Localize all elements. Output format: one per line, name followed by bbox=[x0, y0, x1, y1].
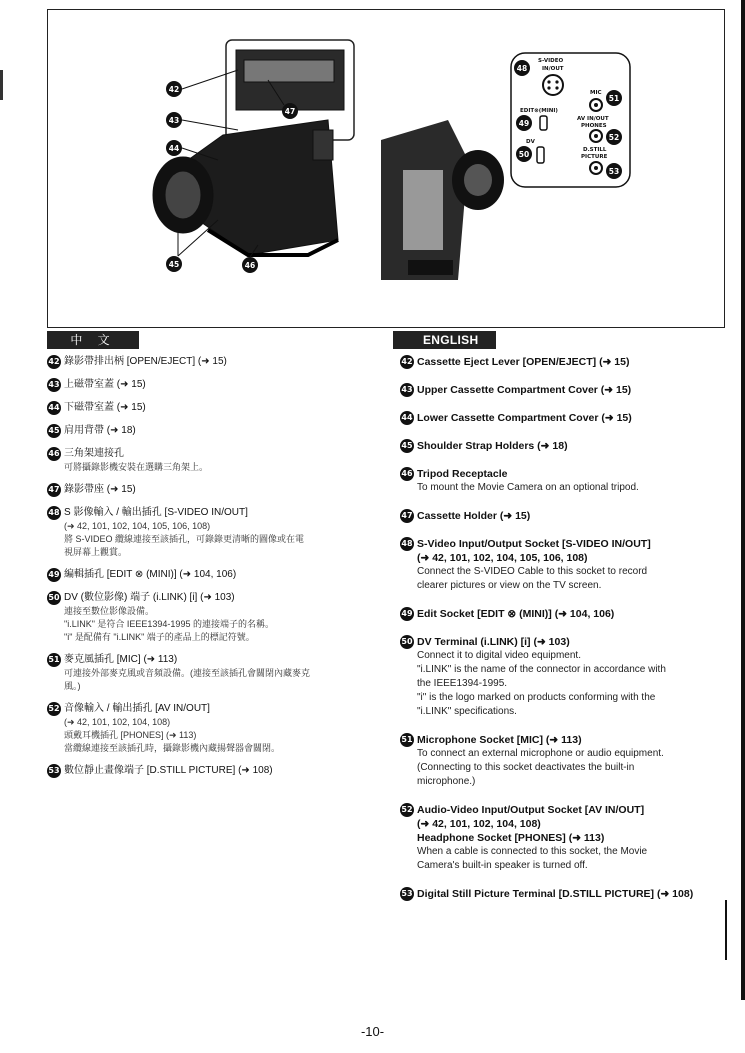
en-item-42 bbox=[400, 355, 720, 369]
en-item-desc: clearer pictures or view on the TV screen. bbox=[417, 580, 602, 591]
zh-item-desc: 視屏幕上觀賞。 bbox=[64, 547, 128, 557]
callout-49: 49 bbox=[518, 119, 530, 128]
zh-item-42 bbox=[47, 355, 377, 369]
item-number: 53 bbox=[47, 764, 61, 778]
item-number: 46 bbox=[400, 467, 414, 481]
callout-52: 52 bbox=[608, 133, 620, 142]
item-number: 45 bbox=[400, 439, 414, 453]
zh-item-52 bbox=[47, 702, 377, 755]
margin-mark bbox=[0, 70, 3, 100]
item-number: 47 bbox=[400, 509, 414, 523]
en-item-desc: Camera's built-in speaker is turned off. bbox=[417, 860, 588, 871]
english-column bbox=[400, 355, 720, 915]
zh-item-48 bbox=[47, 506, 377, 559]
zh-item-desc: 頭戴耳機插孔 [PHONES] (➜ 113) bbox=[64, 730, 197, 740]
en-item-desc: "i.LINK" specifications. bbox=[417, 706, 517, 717]
label-av: AV IN/OUT bbox=[577, 116, 609, 122]
label-phones: PHONES bbox=[581, 123, 607, 129]
zh-item-50 bbox=[47, 591, 377, 644]
page-edge-mark bbox=[725, 900, 727, 960]
label-dv: DV bbox=[526, 139, 535, 145]
en-item-title: Cassette Eject Lever [OPEN/EJECT] (➜ 15) bbox=[417, 356, 630, 368]
item-number: 42 bbox=[400, 355, 414, 369]
en-item-desc: Connect the S-VIDEO Cable to this socket to record bbox=[417, 566, 648, 577]
item-number: 51 bbox=[47, 653, 61, 667]
en-item-subtitle: Headphone Socket [PHONES] (➜ 113) bbox=[417, 832, 605, 844]
label-svideo-io: IN/OUT bbox=[542, 66, 564, 72]
item-number: 52 bbox=[47, 702, 61, 716]
camera-drawing bbox=[48, 10, 724, 327]
callout-48: 48 bbox=[516, 64, 528, 73]
label-picture: PICTURE bbox=[581, 154, 608, 160]
en-item-title: Edit Socket [EDIT ⊗ (MINI)] (➜ 104, 106) bbox=[417, 608, 615, 620]
item-number: 45 bbox=[47, 424, 61, 438]
callout-44: 44 bbox=[168, 144, 180, 153]
zh-item-title: 編輯插孔 [EDIT ⊗ (MINI)] (➜ 104, 106) bbox=[64, 569, 237, 580]
item-number: 44 bbox=[400, 411, 414, 425]
zh-item-43 bbox=[47, 378, 377, 392]
callout-47: 47 bbox=[284, 107, 296, 116]
en-item-desc: "i.LINK" is the name of the connector in accordance with bbox=[417, 664, 666, 675]
zh-item-51 bbox=[47, 653, 377, 693]
zh-item-47 bbox=[47, 483, 377, 497]
item-number: 47 bbox=[47, 483, 61, 497]
en-item-title: Lower Cassette Compartment Cover (➜ 15) bbox=[417, 412, 632, 424]
zh-item-title: 數位靜止畫像端子 [D.STILL PICTURE] (➜ 108) bbox=[64, 765, 273, 776]
item-number: 49 bbox=[400, 607, 414, 621]
en-item-desc: microphone.) bbox=[417, 776, 476, 787]
label-dstill: D.STILL bbox=[583, 147, 607, 153]
item-number: 43 bbox=[47, 378, 61, 392]
callout-46: 46 bbox=[244, 261, 256, 270]
item-number: 44 bbox=[47, 401, 61, 415]
zh-item-desc: 風。) bbox=[64, 681, 81, 691]
item-number: 50 bbox=[400, 635, 414, 649]
en-item-desc: (Connecting to this socket deactivates the built-in bbox=[417, 762, 635, 773]
zh-item-title: 上磁帶室蓋 (➜ 15) bbox=[64, 379, 146, 390]
en-item-refs: (➜ 42, 101, 102, 104, 108) bbox=[417, 818, 541, 830]
en-item-desc: To connect an external microphone or audio equipment. bbox=[417, 748, 664, 759]
zh-item-desc: 將 S-VIDEO 纜線連接至該插孔，可錄錄更清晰的圖像或在電 bbox=[64, 534, 305, 544]
callout-51: 51 bbox=[608, 94, 620, 103]
zh-item-desc: 當纜線連接至該插孔時，攝錄影機內藏揚聲器會關閉。 bbox=[64, 743, 281, 753]
item-number: 42 bbox=[47, 355, 61, 369]
en-item-title: Shoulder Strap Holders (➜ 18) bbox=[417, 440, 568, 452]
en-item-49 bbox=[400, 607, 720, 621]
en-item-48 bbox=[400, 537, 720, 593]
item-number: 50 bbox=[47, 591, 61, 605]
zh-item-53 bbox=[47, 764, 377, 778]
zh-item-title: 錄影帶座 (➜ 15) bbox=[64, 484, 136, 495]
zh-item-title: S 影像輸入 / 輸出插孔 [S-VIDEO IN/OUT] bbox=[64, 507, 248, 518]
zh-item-desc: "i" 是配備有 "i.LINK" 端子的產品上的標記符號。 bbox=[64, 632, 255, 642]
zh-item-desc: (➜ 42, 101, 102, 104, 108) bbox=[64, 717, 171, 727]
item-number: 52 bbox=[400, 803, 414, 817]
en-item-desc: To mount the Movie Camera on an optional tripod. bbox=[417, 482, 639, 493]
zh-item-46 bbox=[47, 447, 377, 474]
item-number: 49 bbox=[47, 568, 61, 582]
item-number: 53 bbox=[400, 887, 414, 901]
en-item-53 bbox=[400, 887, 720, 901]
zh-item-title: 下磁帶室蓋 (➜ 15) bbox=[64, 402, 146, 413]
en-item-43 bbox=[400, 383, 720, 397]
en-item-refs: (➜ 42, 101, 102, 104, 105, 106, 108) bbox=[417, 552, 588, 564]
callout-53: 53 bbox=[608, 167, 620, 176]
en-item-51 bbox=[400, 733, 720, 789]
en-item-52 bbox=[400, 803, 720, 873]
en-item-title: Upper Cassette Compartment Cover (➜ 15) bbox=[417, 384, 632, 396]
zh-item-desc: 連接至數位影像設備。 bbox=[64, 606, 155, 616]
label-mic: MIC bbox=[590, 90, 602, 96]
label-svideo: S-VIDEO bbox=[538, 58, 564, 64]
item-number: 46 bbox=[47, 447, 61, 461]
en-item-desc: Connect it to digital video equipment. bbox=[417, 650, 581, 661]
en-item-title: S-Video Input/Output Socket [S-VIDEO IN/OUT] bbox=[417, 538, 651, 550]
en-item-44 bbox=[400, 411, 720, 425]
zh-item-desc: (➜ 42, 101, 102, 104, 105, 106, 108) bbox=[64, 521, 211, 531]
en-item-desc: When a cable is connected to this socket, the Movie bbox=[417, 846, 648, 857]
en-item-title: Digital Still Picture Terminal [D.STILL PICTURE] (➜ 108) bbox=[417, 888, 694, 900]
en-item-46 bbox=[400, 467, 720, 495]
en-item-title: Audio-Video Input/Output Socket [AV IN/OUT] bbox=[417, 804, 645, 816]
zh-item-desc: 可將攝錄影機安裝在選購三角架上。 bbox=[64, 462, 209, 472]
zh-item-49 bbox=[47, 568, 377, 582]
zh-item-desc: 可連接外部麥克風或音頻設備。(連接至該插孔會關閉內藏麥克 bbox=[64, 668, 310, 678]
item-number: 48 bbox=[400, 537, 414, 551]
zh-item-title: 三角架連接孔 bbox=[64, 448, 124, 459]
en-item-title: Cassette Holder (➜ 15) bbox=[417, 510, 531, 522]
zh-item-title: 音像輸入 / 輸出插孔 [AV IN/OUT] bbox=[64, 703, 210, 714]
en-item-50 bbox=[400, 635, 720, 719]
zh-item-44 bbox=[47, 401, 377, 415]
en-item-47 bbox=[400, 509, 720, 523]
item-number: 43 bbox=[400, 383, 414, 397]
callout-45: 45 bbox=[168, 260, 180, 269]
zh-item-desc: "i.LINK" 是符合 IEEE1394-1995 的連接端子的名稱。 bbox=[64, 619, 274, 629]
zh-item-title: DV (數位影像) 端子 (i.LINK) [i] (➜ 103) bbox=[64, 592, 235, 603]
zh-item-45 bbox=[47, 424, 377, 438]
en-item-45 bbox=[400, 439, 720, 453]
en-item-title: DV Terminal (i.LINK) [i] (➜ 103) bbox=[417, 636, 570, 648]
en-item-title: Microphone Socket [MIC] (➜ 113) bbox=[417, 734, 582, 746]
camera-illustration bbox=[47, 9, 725, 328]
zh-item-title: 肩用背帶 (➜ 18) bbox=[64, 425, 136, 436]
zh-item-title: 麥克風插孔 [MIC] (➜ 113) bbox=[64, 654, 178, 665]
item-number: 51 bbox=[400, 733, 414, 747]
callout-42: 42 bbox=[168, 85, 180, 94]
page-number: -10- bbox=[360, 1024, 385, 1039]
callout-43: 43 bbox=[168, 116, 180, 125]
callout-50: 50 bbox=[518, 150, 530, 159]
en-item-desc: "i" is the logo marked on products conforming with the bbox=[417, 692, 656, 703]
item-number: 48 bbox=[47, 506, 61, 520]
chinese-column bbox=[47, 355, 377, 787]
label-edit: EDIT⊗(MINI) bbox=[520, 108, 558, 114]
english-section-header: ENGLISH bbox=[393, 331, 496, 349]
page-edge bbox=[741, 0, 745, 1000]
en-item-title: Tripod Receptacle bbox=[417, 468, 508, 480]
chinese-section-header: 中 文 bbox=[47, 331, 139, 349]
en-item-desc: the IEEE1394-1995. bbox=[417, 678, 508, 689]
zh-item-title: 錄影帶排出柄 [OPEN/EJECT] (➜ 15) bbox=[64, 356, 227, 367]
